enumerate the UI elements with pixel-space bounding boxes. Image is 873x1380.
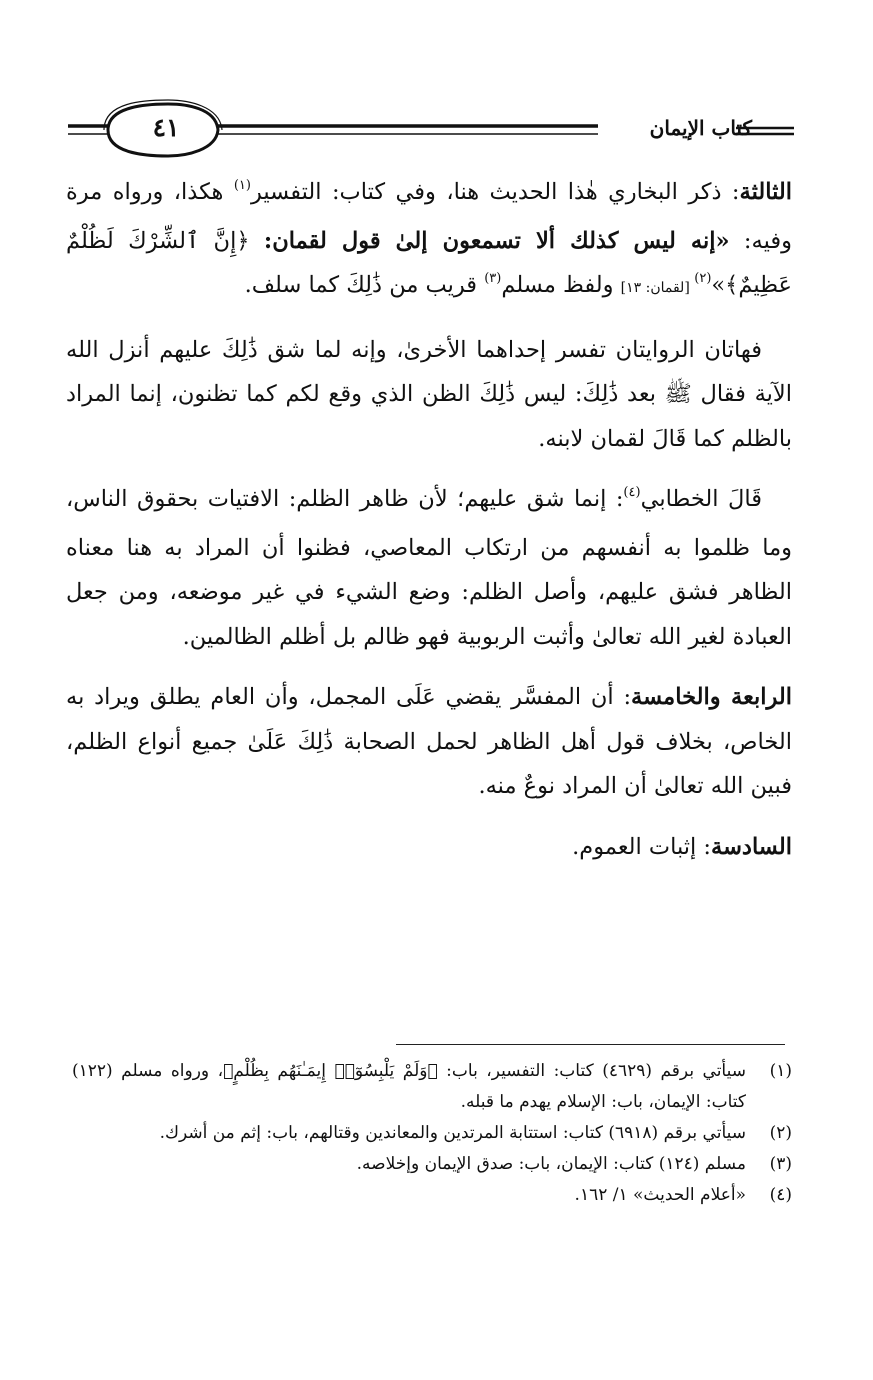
verse-citation: [لقمان: ١٣] [620,280,695,296]
footnote-item [72,1180,792,1211]
footnote-number: (٢) [769,1123,792,1143]
footnote-number: (١) [769,1061,792,1081]
footnote-text: مسلم (١٢٤) كتاب: الإيمان، باب: صدق الإيمان وإخلاصه. [356,1154,746,1174]
page-header [68,98,794,168]
footnote-item [72,1118,792,1149]
paragraph-explanation: فهاتان الروايتان تفسر إحداهما الأخرىٰ، وإنه لما شق ذَٰلِكَ عليهم أنزل الله الآية فقال ﷺ بعد ذَٰلِكَ: ليس ذَٰلِكَ الظن الذي وقع لكم كما تظنون، إنما المراد بالظلم كما قَالَ لقمان لابنه. [66,336,792,452]
footnote-item [72,1149,792,1180]
point-label: السادسة [711,833,792,860]
footnote-text: سيأتي برقم (٤٦٢٩) كتاب: التفسير، باب: ﴿وَلَمْ يَلْبِسُوٓا۟ إِيمَـٰنَهُم بِظُلْمٍ﴾، ورواه مسلم (١٢٢) كتاب: الإيمان، باب: الإسلام يهدم ما قبله. [72,1061,746,1112]
paragraph-third [66,170,792,312]
book-title: كتاب الإيمان [649,116,752,140]
point-label: الثالثة [739,179,792,205]
paragraph-fourth-fifth [66,675,792,809]
footnotes [72,1056,792,1211]
page-number: ٤١ [152,113,180,142]
main-text [66,170,792,885]
paragraph-sixth [66,825,792,870]
footnote-text: سيأتي برقم (٦٩١٨) كتاب: استتابة المرتدين والمعاندين وقتالهم، باب: إثم من أشرك. [159,1123,746,1143]
footnote-text: «أعلام الحديث» ١/ ١٦٢. [574,1185,746,1205]
footnote-number: (٣) [769,1154,792,1174]
footnote-item [72,1056,792,1118]
hadith-quote: «إنه ليس كذلك ألا تسمعون إلىٰ قول لقمان: [263,227,730,254]
text-span: : أن المفسَّر يقضي عَلَى المجمل، وأن العام يطلق ويراد به الخاص، بخلاف قول أهل الظاهر لحمل الصحابة ذَٰلِكَ عَلَىٰ جميع أنواع الظلم، فبين الله تعالىٰ أن المراد نوعٌ منه. [66,684,792,799]
footnote-number: (٤) [769,1185,792,1205]
text-span: قريب من ذَٰلِكَ كما سلف. [244,272,485,298]
paragraph-khattabi [66,477,792,659]
footnote-separator [396,1044,785,1045]
quran-verse: ﴿إِنَّ ٱلشِّرْكَ لَظُلْمٌ عَظِيمٌ﴾» [66,227,792,298]
text-span: : إثبات العموم. [572,833,712,860]
text-span: : إنما شق عليهم؛ لأن ظاهر الظلم: الافتيات بحقوق الناس، وما ظلموا به أنفسهم من ارتكاب المعاصي، فظنوا أن المراد به هنا معناه الظاهر فشق عليهم، وأصل الظلم: وضع الشيء في غير موضعه، ومن جعل العبادة لغير الله تعالىٰ وأثبت الربوبية فهو ظالم بل أظلم الظالمين. [66,486,792,650]
footnote-ref[interactable]: (٣) [484,271,502,286]
footnote-ref[interactable]: (٤) [623,485,641,500]
text-span: قَالَ الخطابي [640,486,762,512]
text-span: ولفظ مسلم [501,272,621,298]
point-label: الرابعة والخامسة [631,684,792,710]
text-span: : ذكر البخاري هٰذا الحديث هنا، وفي كتاب: التفسير [250,179,740,205]
footnote-ref[interactable]: (٢) [694,271,712,286]
text-span: هكذا، ورواه مرة وفيه: [66,179,792,254]
footnote-ref[interactable]: (١) [233,178,251,193]
